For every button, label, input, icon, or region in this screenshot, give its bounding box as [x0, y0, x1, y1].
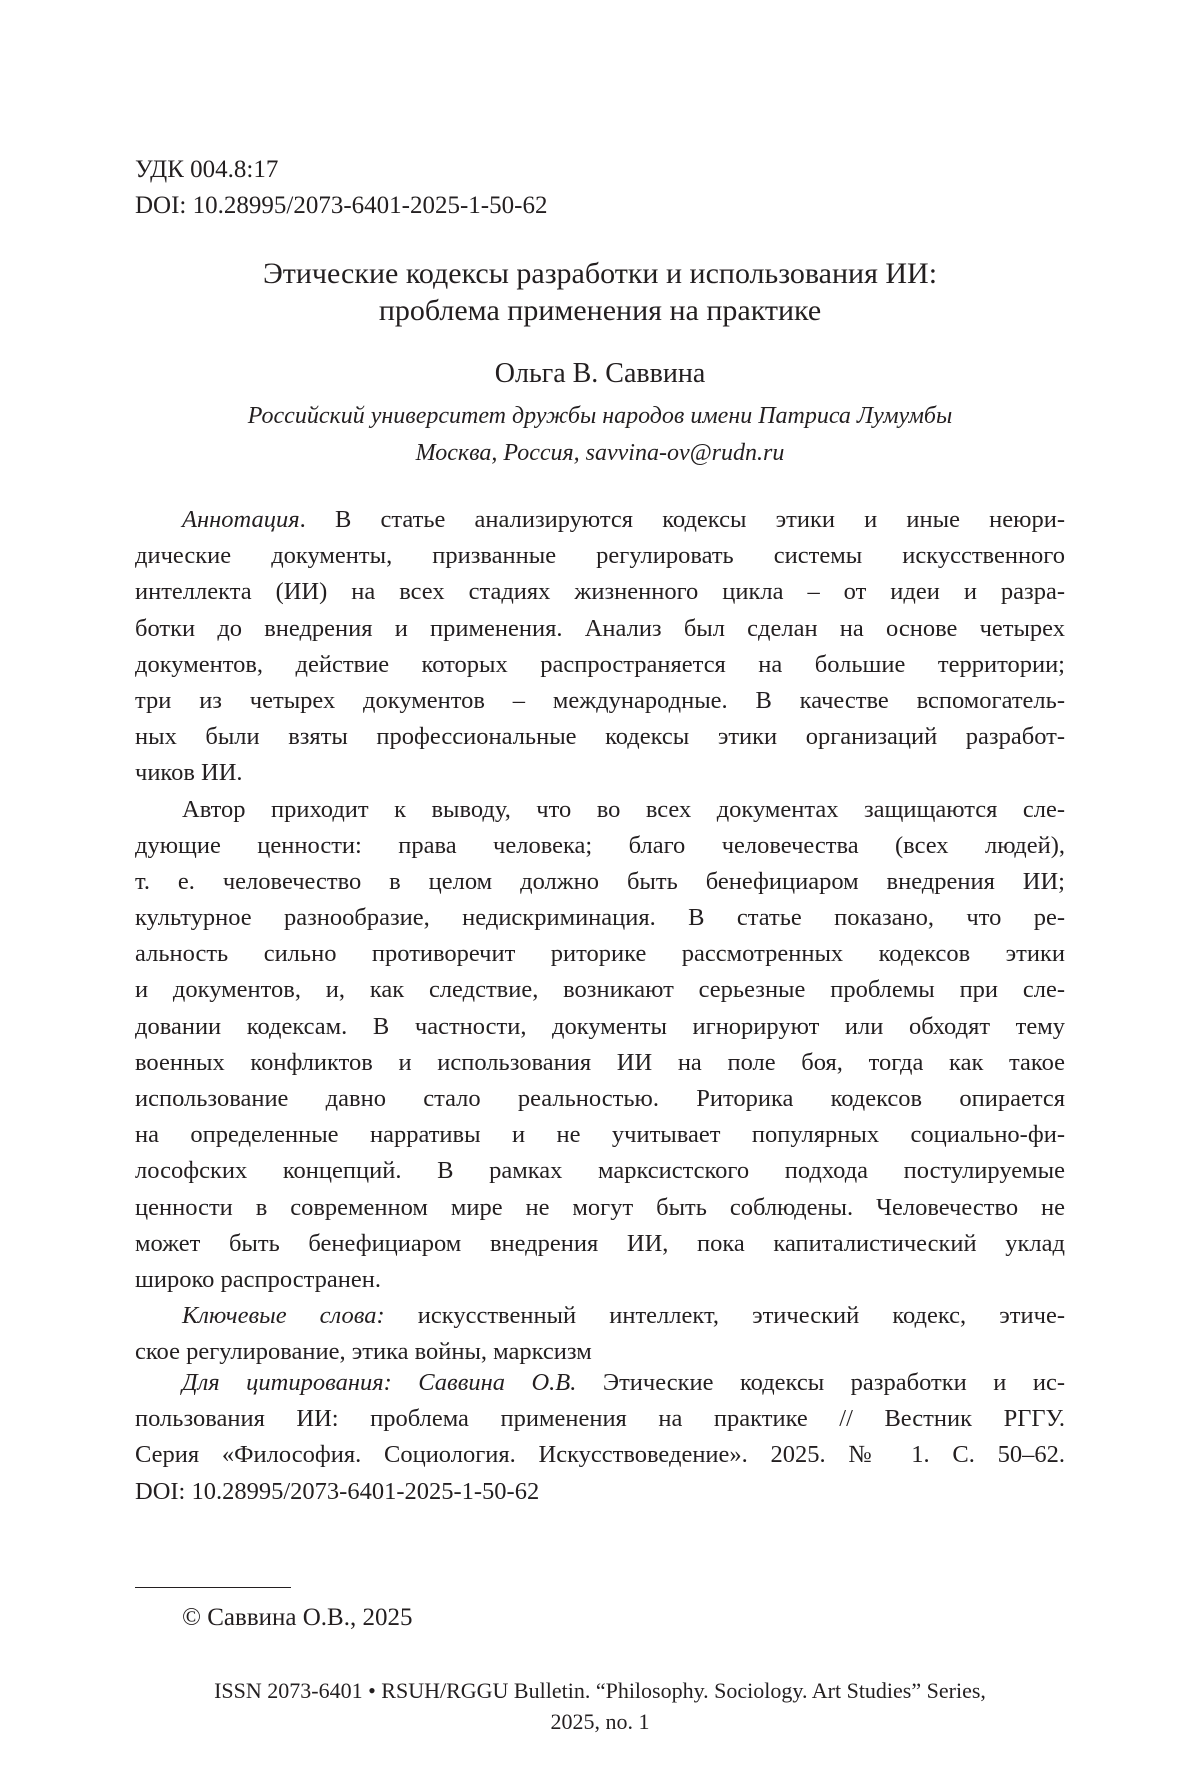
article-title-line-1: Этические кодексы разработки и использования ИИ: [262, 257, 938, 290]
abstract-line: документов, действие которых распространяется на большие территории; [135, 650, 1065, 678]
abstract-line: дующие ценности: права человека; благо человечества (всех людей), [135, 831, 1065, 859]
keywords-label: Ключевые слова: [182, 1302, 385, 1330]
citation-line [135, 1365, 1065, 1401]
abstract-line: широко распространен. [135, 1265, 381, 1293]
abstract-line: культурное разнообразие, недискриминация. В статье показано, что ре- [135, 904, 1065, 932]
footnote-divider [135, 1587, 291, 1588]
abstract-line: военных конфликтов и использования ИИ на поле боя, тогда как такое [135, 1048, 1065, 1076]
citation-line: пользования ИИ: проблема применения на практике // Вестник РГГУ. [135, 1405, 1065, 1433]
citation-line: DOI: 10.28995/2073-6401-2025-1-50-62 [135, 1477, 540, 1505]
abstract-line: ботки до внедрения и применения. Анализ был сделан на основе четырех [135, 614, 1065, 642]
abstract-line: дические документы, призванные регулировать системы искусственного [135, 542, 1065, 570]
keywords [135, 1298, 1065, 1370]
abstract-line: ных были взяты профессиональные кодексы этики организаций разработ- [135, 723, 1065, 751]
citation [135, 1365, 1065, 1510]
abstract-line: интеллекта (ИИ) на всех стадиях жизненного цикла – от идеи и разра- [135, 578, 1065, 606]
abstract-line: может быть бенефициаром внедрения ИИ, пока капиталистический уклад [135, 1229, 1065, 1257]
abstract-line [135, 502, 1065, 538]
abstract-paragraph-1 [135, 502, 1065, 792]
abstract-line: лософских концепций. В рамках марксистского подхода постулируемые [135, 1157, 1065, 1185]
abstract-paragraph-2 [135, 792, 1065, 1299]
keywords-line [135, 1298, 1065, 1334]
author-name: Ольга В. Саввина [494, 358, 706, 389]
abstract-line: т. е. человечество в целом должно быть бенефициаром внедрения ИИ; [135, 867, 1065, 895]
journal-footer-line-2: 2025, no. 1 [550, 1709, 650, 1734]
abstract-line: и документов, и, как следствие, возникают серьезные проблемы при сле- [135, 976, 1065, 1004]
abstract-label: Аннотация [182, 506, 300, 533]
abstract-line: довании кодексам. В частности, документы игнорируют или обходят тему [135, 1012, 1065, 1040]
citation-line: Серия «Философия. Социология. Искусствоведение». 2025. № 1. С. 50–62. [135, 1441, 1065, 1469]
udk-code: УДК 004.8:17 [135, 156, 279, 183]
abstract-text: . В статье анализируются кодексы этики и иные неюри- [299, 506, 1065, 533]
citation-text: Этические кодексы разработки и ис- [576, 1369, 1065, 1396]
abstract-line: Автор приходит к выводу, что во всех документах защищаются сле- [182, 795, 1065, 823]
citation-label: Для цитирования: Саввина О.В. [182, 1369, 577, 1396]
abstract-line: три из четырех документов – международные. В качестве вспомогатель- [135, 686, 1065, 714]
copyright: © Саввина О.В., 2025 [182, 1604, 413, 1631]
doi: DOI: 10.28995/2073-6401-2025-1-50-62 [135, 192, 548, 219]
abstract-line: использование давно стало реальностью. Риторика кодексов опирается [135, 1085, 1065, 1112]
article-title-line-2: проблема применения на практике [378, 294, 822, 327]
abstract-line: на определенные нарративы и не учитывает популярных социально-фи- [135, 1121, 1065, 1149]
author-affiliation: Российский университет дружбы народов имени Патриса Лумумбы [247, 403, 953, 429]
journal-footer-line-1: ISSN 2073-6401 • RSUH/RGGU Bulletin. “Philosophy. Sociology. Art Studies” Series, [214, 1678, 986, 1703]
abstract-line: альность сильно противоречит риторике рассмотренных кодексов этики [135, 940, 1065, 968]
keywords-line: ское регулирование, этика войны, марксизм [135, 1338, 592, 1366]
keywords-text: искусственный интеллект, этический кодекс, этиче- [384, 1302, 1065, 1330]
author-location-email: Москва, Россия, savvina-ov@rudn.ru [415, 440, 785, 466]
abstract-line: ценности в современном мире не могут быть соблюдены. Человечество не [135, 1193, 1065, 1221]
abstract [135, 502, 1065, 1371]
abstract-line: чиков ИИ. [135, 759, 243, 787]
